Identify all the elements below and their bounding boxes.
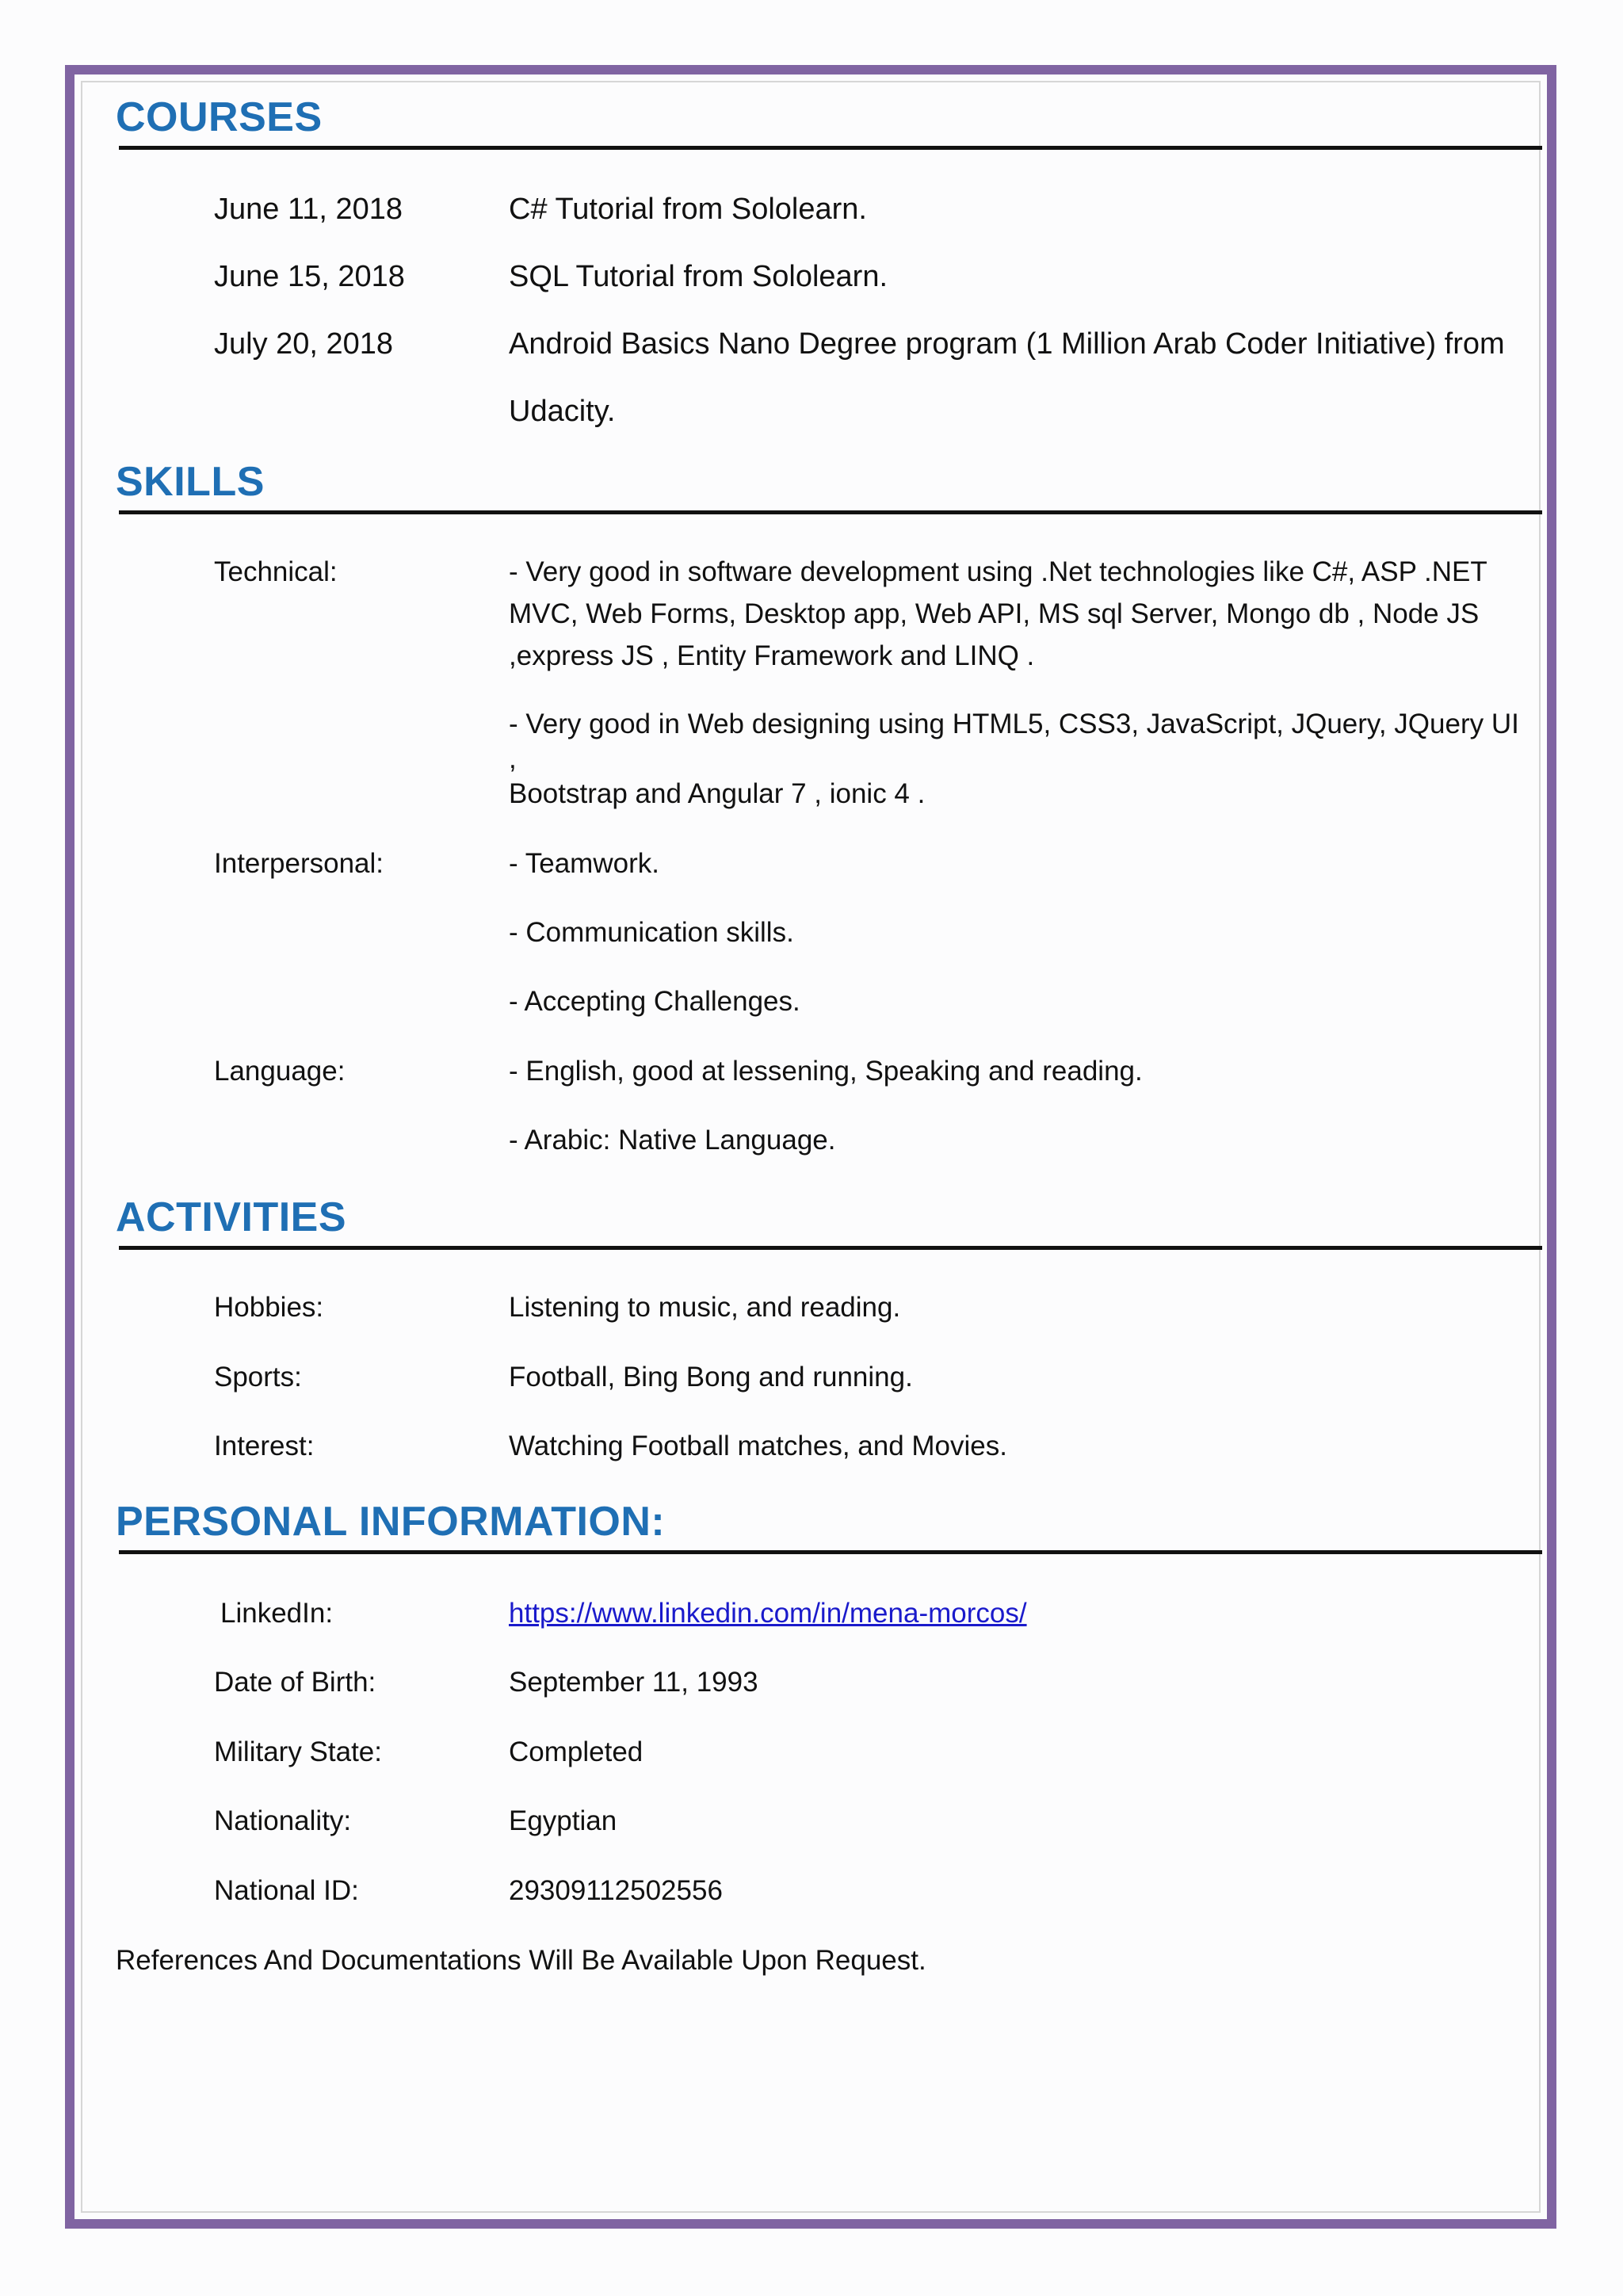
- course-desc: SQL Tutorial from Sololearn.: [509, 260, 888, 293]
- personal-label: Date of Birth:: [214, 1667, 376, 1698]
- skills-heading: SKILLS: [116, 459, 265, 505]
- skill-line: - Very good in Web designing using HTML5, CSS3, JavaScript, JQuery, JQuery UI ,: [509, 709, 1519, 774]
- activities-rule: [119, 1246, 1542, 1250]
- skill-label: Interpersonal:: [214, 848, 384, 879]
- personal-value: Completed: [509, 1736, 643, 1767]
- references-note: References And Documentations Will Be Available Upon Request.: [116, 1945, 926, 1976]
- activity-value: Football, Bing Bong and running.: [509, 1362, 913, 1392]
- personal-label: LinkedIn:: [220, 1598, 334, 1629]
- course-date: June 15, 2018: [214, 260, 405, 293]
- courses-rule: [119, 146, 1542, 150]
- skill-line: - English, good at lessening, Speaking and reading.: [509, 1056, 1143, 1087]
- skill-line: Bootstrap and Angular 7 , ionic 4 .: [509, 778, 926, 809]
- course-desc: C# Tutorial from Sololearn.: [509, 193, 867, 226]
- activities-heading: ACTIVITIES: [116, 1194, 347, 1240]
- skill-line: - Communication skills.: [509, 917, 794, 948]
- skill-label: Language:: [214, 1056, 346, 1087]
- activity-label: Hobbies:: [214, 1292, 324, 1323]
- course-desc: Android Basics Nano Degree program (1 Million Arab Coder Initiative) from: [509, 327, 1505, 361]
- personal-label: Nationality:: [214, 1805, 352, 1836]
- activity-value: Listening to music, and reading.: [509, 1292, 901, 1323]
- course-date: July 20, 2018: [214, 327, 394, 361]
- activity-value: Watching Football matches, and Movies.: [509, 1431, 1007, 1461]
- course-desc: Udacity.: [509, 395, 616, 428]
- skill-line: - Accepting Challenges.: [509, 986, 800, 1017]
- skill-line: - Arabic: Native Language.: [509, 1125, 836, 1156]
- skill-line: - Teamwork.: [509, 848, 659, 879]
- courses-heading: COURSES: [116, 94, 323, 140]
- personal-value: September 11, 1993: [509, 1667, 758, 1698]
- activity-label: Sports:: [214, 1362, 302, 1392]
- course-date: June 11, 2018: [214, 193, 403, 226]
- personal-label: National ID:: [214, 1875, 359, 1906]
- skills-rule: [119, 510, 1542, 514]
- personal-rule: [119, 1550, 1542, 1554]
- activity-label: Interest:: [214, 1431, 315, 1461]
- linkedin-link[interactable]: https://www.linkedin.com/in/mena-morcos/: [509, 1598, 1027, 1629]
- skill-line: ,express JS , Entity Framework and LINQ .: [509, 640, 1035, 671]
- skill-line: - Very good in software development using .Net technologies like C#, ASP .NET: [509, 556, 1487, 587]
- personal-value: Egyptian: [509, 1805, 617, 1836]
- skill-line: MVC, Web Forms, Desktop app, Web API, MS sql Server, Mongo db , Node JS: [509, 598, 1480, 629]
- skill-label: Technical:: [214, 556, 338, 587]
- personal-label: Military State:: [214, 1736, 382, 1767]
- personal-heading: PERSONAL INFORMATION:: [116, 1499, 666, 1545]
- personal-value: 29309112502556: [509, 1875, 723, 1906]
